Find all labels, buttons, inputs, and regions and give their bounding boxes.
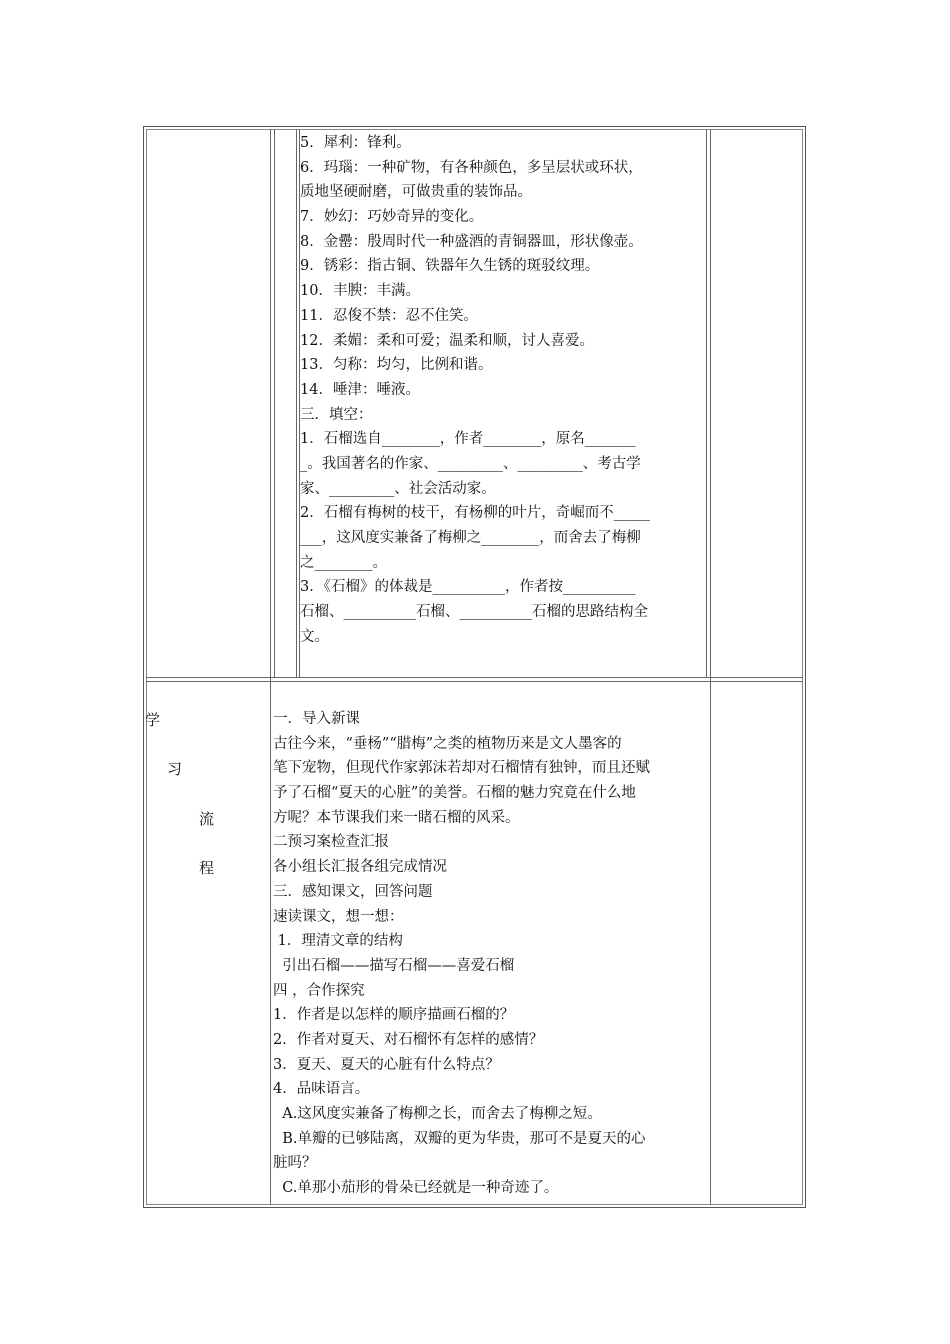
text-line: 三．填空： — [300, 406, 373, 423]
text-line: 6．玛瑙：一种矿物，有各种颜色，多呈层状或环状， — [300, 159, 643, 176]
text-line: A.这风度实兼备了梅柳之长，而舍去了梅柳之短。 — [273, 1106, 602, 1122]
text-line: 脏吗？ — [273, 1155, 317, 1172]
text-line: 速读课文，想一想： — [273, 908, 404, 925]
row-divider-inner — [146, 681, 803, 682]
text-line: 家、_________、社会活动家。 — [300, 480, 496, 497]
column-divider-right-inner — [706, 129, 707, 677]
text-line: 4．品味语言。 — [273, 1081, 370, 1098]
cell-inner-border-left — [296, 129, 297, 677]
text-line: 1．理清文章的结构 — [273, 933, 403, 950]
label-char-liu: 流 — [199, 810, 215, 828]
label-char-xue: 学 — [145, 711, 161, 729]
text-line: 古往今来，“垂杨”“腊梅”之类的植物历来是文人墨客的 — [273, 735, 622, 752]
text-line: 各小组长汇报各组完成情况 — [273, 859, 447, 876]
text-line: 一．导入新课 — [273, 711, 360, 727]
text-line: 2．作者对夏天、对石榴怀有怎样的感情？ — [273, 1031, 544, 1048]
column-divider-right — [710, 129, 711, 1205]
text-line: 三．感知课文，回答问题 — [273, 883, 433, 900]
text-line: 予了石榴“夏天的心脏”的美誉。石榴的魅力究竟在什么地 — [273, 785, 636, 802]
text-line: 文。 — [300, 628, 329, 645]
text-line: B.单瓣的已够陆离，双瓣的更为华贵，那可不是夏天的心 — [273, 1130, 646, 1147]
text-line: 质地坚硬耐磨，可做贵重的装饰品。 — [300, 184, 532, 201]
text-line: 方呢？本节课我们来一睹石榴的风采。 — [273, 809, 520, 826]
text-line: 14．唾津：唾液。 — [300, 381, 420, 398]
text-line: 3．《石榴》的体裁是__________，作者按__________ — [300, 579, 636, 596]
label-char-xi: 习 — [167, 760, 183, 778]
text-line: 二预习案检查汇报 — [273, 834, 389, 851]
text-line: 7．妙幻：巧妙奇异的变化。 — [300, 209, 484, 226]
text-line: 2．石榴有梅树的枝干，有杨柳的叶片，奇崛而不_____ — [300, 505, 650, 522]
text-line: 13．匀称：均匀，比例和谐。 — [300, 357, 493, 374]
row-divider — [146, 677, 803, 678]
label-char-cheng: 程 — [199, 859, 215, 877]
text-line: 1．作者是以怎样的顺序描画石榴的？ — [273, 1007, 515, 1024]
text-line: 10．丰腴：丰满。 — [300, 283, 420, 300]
text-line: ___，这风度实兼备了梅柳之________，而舍去了梅柳 — [300, 530, 641, 546]
learning-process-section — [273, 707, 709, 1201]
text-line: C.单那小茄形的骨朵已经就是一种奇迹了。 — [273, 1180, 559, 1197]
text-line: 12．柔媚：柔和可爱；温柔和顺，讨人喜爱。 — [300, 332, 594, 349]
text-line: 8．金罍：殷周时代一种盛酒的青铜器皿，形状像壶。 — [300, 233, 643, 250]
vocabulary-and-fill-blank-section — [300, 131, 705, 649]
text-line: 石榴、__________石榴、__________石榴的思路结构全 — [300, 604, 648, 621]
column-divider-left-inner — [274, 129, 275, 677]
text-line: _。我国著名的作家、_________、_________、考古学 — [300, 455, 641, 472]
text-line: 5．犀利：锋利。 — [300, 135, 411, 151]
text-line: 9．锈彩：指古铜、铁器年久生锈的斑驳纹理。 — [300, 258, 600, 275]
text-line: 笔下宠物，但现代作家郭沫若却对石榴情有独钟，而且还赋 — [273, 760, 650, 777]
text-line: 四 ，合作探究 — [273, 982, 365, 999]
text-line: 11．忍俊不禁：忍不住笑。 — [300, 307, 478, 324]
text-line: 3．夏天、夏天的心脏有什么特点？ — [273, 1056, 500, 1073]
text-line: 之________。 — [300, 554, 387, 571]
text-line: 1．石榴选自________，作者________，原名_______ — [300, 431, 636, 448]
column-divider-left — [270, 129, 271, 1205]
text-line: 引出石榴——描写石榴——喜爱石榴 — [273, 957, 515, 974]
